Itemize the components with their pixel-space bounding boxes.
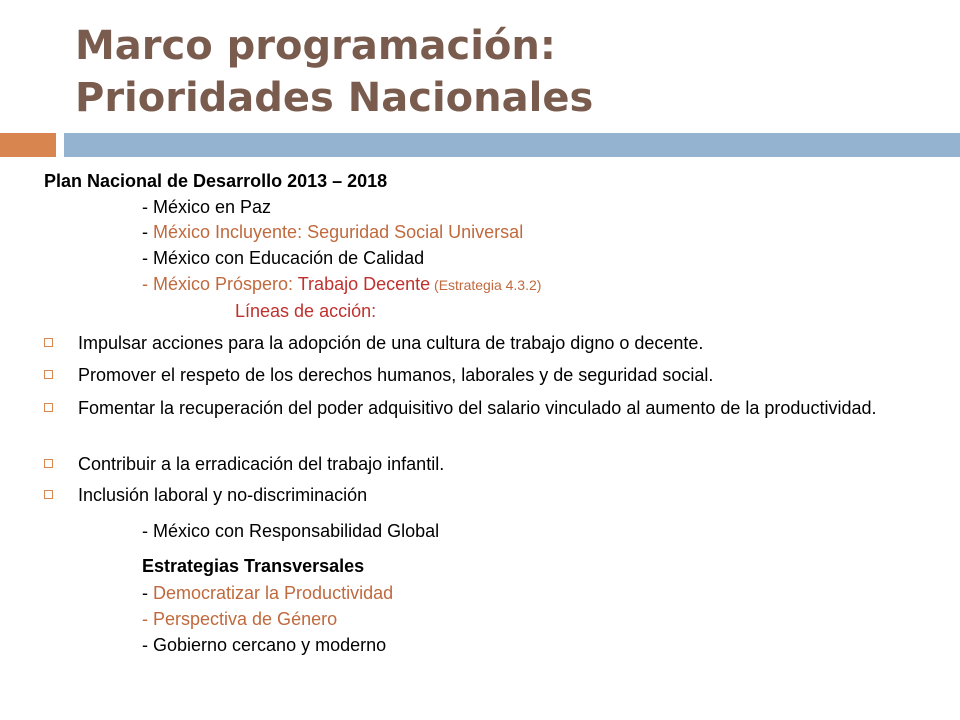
dash: - — [142, 222, 153, 242]
square-bullet-icon — [44, 459, 53, 468]
bullet-text: Inclusión laboral y no-discriminación — [78, 485, 368, 505]
transversales-heading: Estrategias Transversales — [142, 556, 365, 576]
transversal-item-productividad-text: Democratizar la Productividad — [153, 583, 394, 603]
plan-item-mexico-en-paz: - México en Paz — [142, 197, 272, 217]
plan-item-mexico-incluyente — [142, 221, 523, 243]
dash: - — [142, 583, 153, 603]
square-bullet-icon — [44, 370, 53, 379]
square-bullet-icon — [44, 490, 53, 499]
bullet-item — [44, 484, 904, 507]
bullet-item — [44, 364, 904, 387]
mexico-prospero-label: México Próspero: — [153, 274, 298, 294]
square-bullet-icon — [44, 338, 53, 347]
bullet-text: Fomentar la recuperación del poder adquisitivo del salario vinculado al aumento de la productividad. — [78, 398, 877, 418]
plan-item-mexico-incluyente-text: México Incluyente: Seguridad Social Universal — [153, 222, 524, 242]
trabajo-decente-label: Trabajo Decente — [297, 274, 431, 294]
bullet-item — [44, 453, 904, 476]
estrategia-label: (Estrategia 4.3.2) — [430, 277, 542, 293]
plan-item-mexico-prospero — [142, 273, 541, 296]
bullet-item — [44, 397, 904, 420]
bullet-text: Contribuir a la erradicación del trabajo infantil. — [78, 454, 445, 474]
lineas-de-accion-label: Líneas de acción: — [235, 301, 377, 321]
transversal-item-productividad — [142, 582, 393, 604]
plan-item-mexico-global: - México con Responsabilidad Global — [142, 521, 440, 541]
transversal-item-gobierno: - Gobierno cercano y moderno — [142, 635, 387, 655]
plan-heading: Plan Nacional de Desarrollo 2013 – 2018 — [44, 171, 388, 191]
bullet-text: Impulsar acciones para la adopción de una cultura de trabajo digno o decente. — [78, 333, 704, 353]
square-bullet-icon — [44, 403, 53, 412]
slide-title-line-1: Marco programación: — [75, 23, 556, 69]
slide-title-line-2: Prioridades Nacionales — [75, 75, 594, 121]
transversal-item-genero: - Perspectiva de Género — [142, 609, 338, 629]
dash: - — [142, 274, 153, 294]
bullet-text: Promover el respeto de los derechos humanos, laborales y de seguridad social. — [78, 365, 714, 385]
plan-item-mexico-educacion: - México con Educación de Calidad — [142, 248, 425, 268]
bullet-item — [44, 332, 904, 355]
